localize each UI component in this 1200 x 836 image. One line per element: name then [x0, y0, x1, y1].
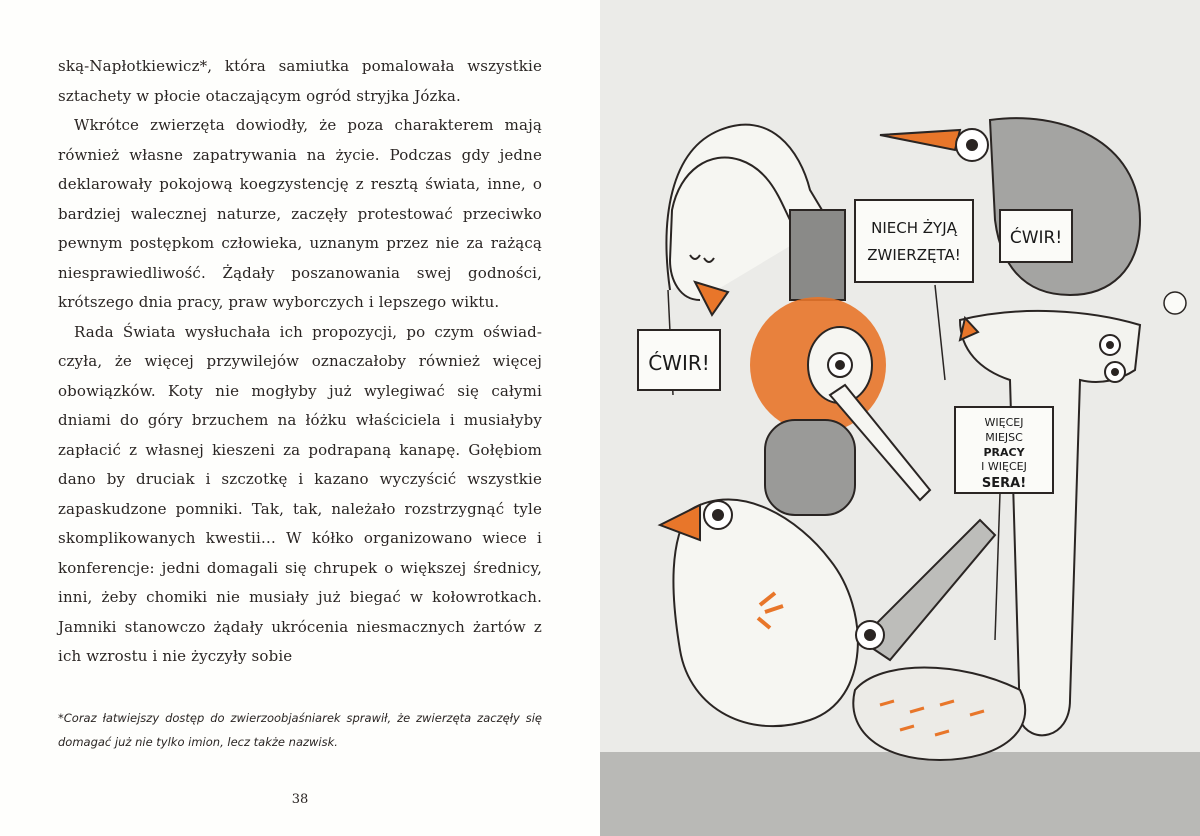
sign-right-text-line2: MIEJSC	[985, 431, 1023, 444]
sign-right-text-line4: I WIĘCEJ	[981, 460, 1027, 473]
sign-right-top-text: ĆWIR!	[1009, 228, 1063, 248]
hen-figure	[660, 500, 858, 727]
paragraph-1: ską-Napłotkiewicz*, która samiutka pomalowała wszystkie sztachety w płocie otaczającym ogród stryjka Józka.	[58, 57, 542, 105]
body-text	[58, 52, 542, 672]
right-page	[600, 0, 1200, 836]
page-number: 38	[291, 792, 309, 807]
sign-right-text-line1: WIĘCEJ	[984, 416, 1024, 429]
sign-right-text-line5: SERA!	[981, 476, 1027, 491]
sign-left-text: ĆWIR!	[648, 351, 710, 375]
sign-top-text-line2: ZWIERZĘTA!	[867, 246, 961, 264]
thought-bubble	[1164, 292, 1186, 314]
ground-band	[600, 752, 1200, 836]
sign-right-top	[1000, 210, 1072, 262]
dog-figure	[960, 311, 1140, 735]
footnote: *Coraz łatwiejszy dostęp do zwierzoobjaśniarek sprawił, że zwierzęta zaczęły się domagać już nie tylko imion, lecz także nazwisk.	[58, 711, 542, 749]
sign-right-text-line3: PRACY	[983, 446, 1025, 459]
paragraph-3: Rada Świata wysłuchała ich propozycji, po czym oświadczyła, że więcej przywilejów oznaczałoby również więcej obowiązków. Koty nie mogłyby już wylegiwać się całymi dniami do góry brzuchem na łóżku właściciela i musiałyby zapłacić z własnej kieszeni za podrapaną kanapę. Gołębiom dano by druciak i szczotkę i kazano wyczyścić wszystkie zapaskudzone pomniki. Tak, tak, należało rozstrzygnąć tyle skomplikowanych kwestii… W kółko organizowano wiece i konferencje: jedni domagali się chrupek o większej średnicy, inni, żeby chomiki nie musiały już biegać w kołowrotkach. Jamniki stanowczo żądały ukrócenia niesmacznych żartów z ich wzrostu i nie życzyły sobie	[58, 322, 542, 665]
longbeak-bird-figure	[853, 520, 1025, 760]
sign-top-text-line1: NIECH ŻYJĄ	[871, 219, 957, 237]
paragraph-2: Wkrótce zwierzęta dowiodły, że poza charakterem mają również własne zapatrywania na życie. Podczas gdy jedne deklarowały pokojową koegzystencję z resztą świata, inne, o bardziej walecznej naturze, zaczęły protestować przeciwko pewnym postępkom człowieka, uznanym przez nie za rażącą niesprawiedliwość. Żądały poszanowania swej godności, krótszego dnia pracy, praw wyborczych i lepszego wiktu.	[58, 116, 542, 311]
animal-protest-illustration	[600, 0, 1200, 836]
